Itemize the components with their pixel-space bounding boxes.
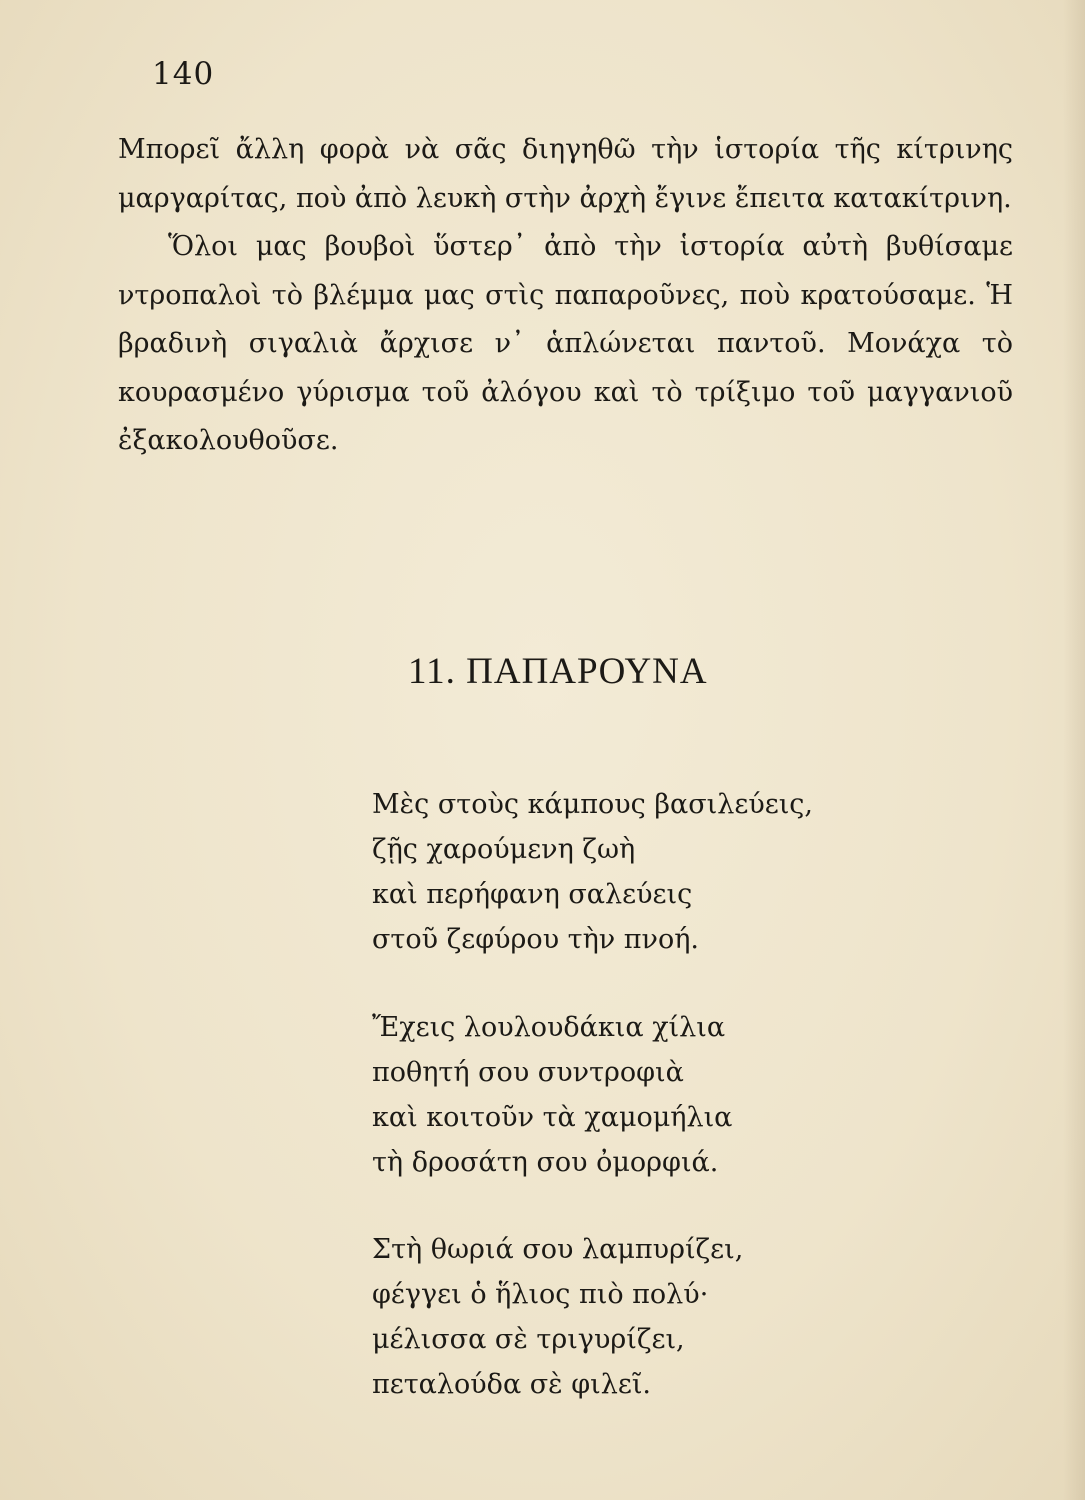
poem-line: καὶ περήφανη σαλεύεις [372,879,693,910]
poem-line: μέλισσα σὲ τριγυρίζει, [372,1324,685,1355]
poem-line: Μὲς στοὺς κάμπους βασιλεύεις, [372,789,814,820]
poem-line: στοῦ ζεφύρου τὴν πνοή. [372,924,699,955]
poem-stanza [372,1227,892,1407]
prose-paragraph: Μπορεῖ ἄλλη φορὰ νὰ σᾶς διηγηθῶ τὴν ἱστορία τῆς κίτρινης μαργαρίτας, ποὺ ἀπὸ λευκὴ στὴν ἀρχὴ ἔγινε ἔπειτα κατακίτρινη. [118,134,1013,214]
poem-line: φέγγει ὁ ἥλιος πιὸ πολύ· [372,1279,709,1310]
page-number: 140 [152,56,215,92]
poem-line: Ἔχεις λουλουδάκια χίλια [372,1012,726,1043]
poem-line: ποθητή σου συντροφιὰ [372,1057,684,1088]
prose-block [118,126,1013,466]
poem-line: τὴ δροσάτη σου ὀμορφιά. [372,1147,719,1178]
poem-title: 11. ΠΑΠΑΡΟΥΝΑ [408,651,708,692]
page-edge-shadow [1063,0,1085,1500]
poem-stanza [372,1005,892,1185]
poem-line: καὶ κοιτοῦν τὰ χαμομήλια [372,1102,733,1133]
poem-line: Στὴ θωριά σου λαμπυρίζει, [372,1234,744,1265]
prose-paragraph: Ὅλοι μας βουβοὶ ὕστερ᾽ ἀπὸ τὴν ἱστορία αὐτὴ βυθίσαμε ντροπαλοὶ τὸ βλέμμα μας στὶς παπαροῦνες, ποὺ κρατούσαμε. Ἡ βραδινὴ σιγαλιὰ ἄρχισε ν᾽ ἁπλώνεται παντοῦ. Μονάχα τὸ κουρασμένο γύρισμα τοῦ ἀλόγου καὶ τὸ τρίξιμο τοῦ μαγγανιοῦ ἐξακολουθοῦσε. [118,231,1013,456]
poem-line: ζῇς χαρούμενη ζωὴ [372,834,636,865]
poem-stanza [372,782,892,962]
poem-line: πεταλούδα σὲ φιλεῖ. [372,1369,652,1400]
